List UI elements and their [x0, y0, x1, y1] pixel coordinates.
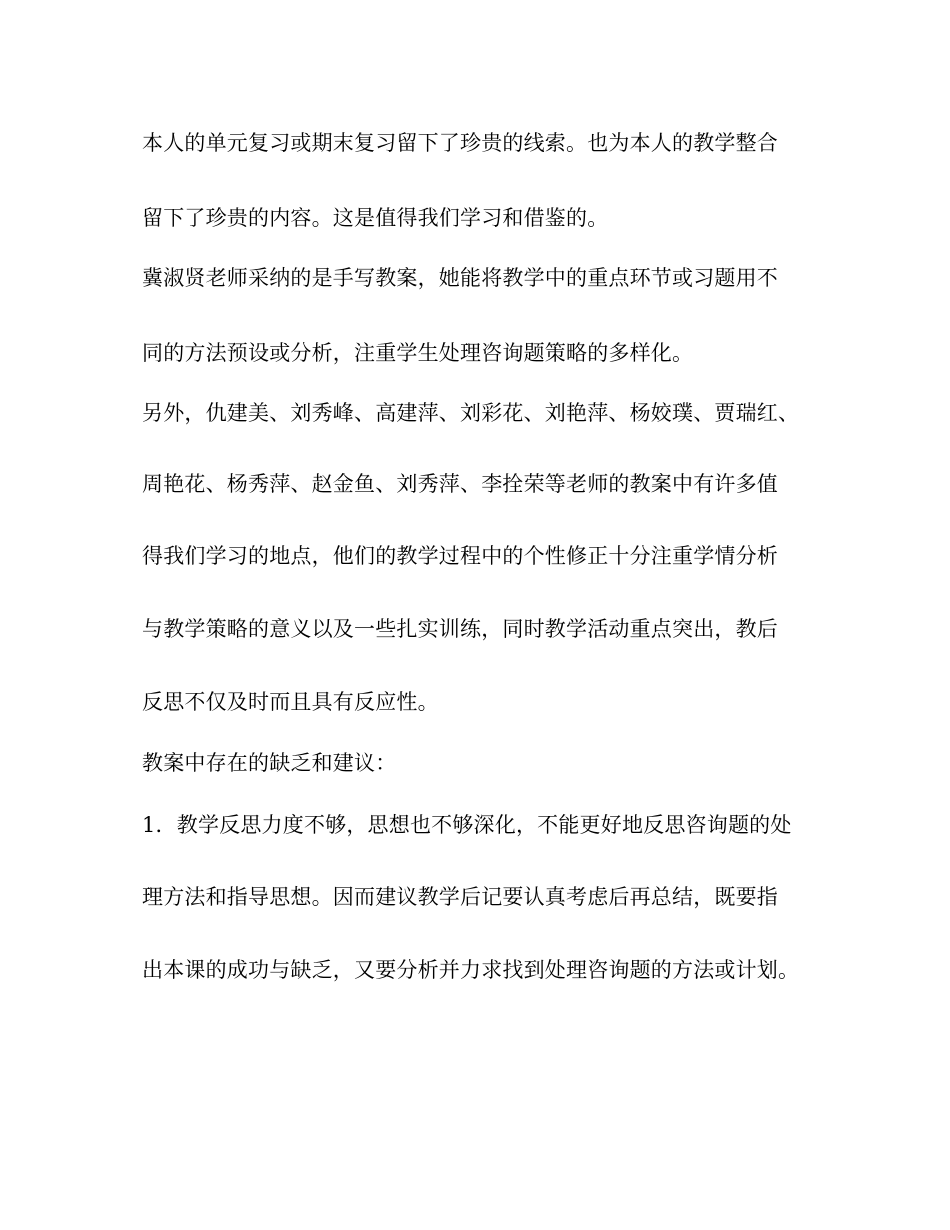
text-line-8: 与教学策略的意义以及一些扎实训练，同时教学活动重点突出，教后	[142, 617, 778, 641]
text-line-10: 教案中存在的缺乏和建议：	[142, 751, 397, 775]
text-line-11: 1．教学反思力度不够，思想也不够深化，不能更好地反思咨询题的处	[142, 813, 792, 837]
text-line-3: 冀淑贤老师采纳的是手写教案，她能将教学中的重点环节或习题用不	[142, 266, 778, 290]
text-line-7: 得我们学习的地点，他们的教学过程中的个性修正十分注重学情分析	[142, 544, 778, 568]
text-line-6: 周艳花、杨秀萍、赵金鱼、刘秀萍、李拴荣等老师的教案中有许多值	[142, 472, 778, 496]
text-line-4: 同的方法预设或分析，注重学生处理咨询题策略的多样化。	[142, 341, 694, 365]
text-line-1: 本人的单元复习或期末复习留下了珍贵的线索。也为本人的教学整合	[142, 131, 778, 155]
text-line-2: 留下了珍贵的内容。这是值得我们学习和借鉴的。	[142, 206, 609, 230]
text-line-9: 反思不仅及时而且具有反应性。	[142, 690, 439, 714]
text-line-12: 理方法和指导思想。因而建议教学后记要认真考虑后再总结，既要指	[142, 885, 778, 909]
text-line-5: 另外，仇建美、刘秀峰、高建萍、刘彩花、刘艳萍、杨姣璞、贾瑞红、	[142, 401, 800, 425]
text-line-13: 出本课的成功与缺乏，又要分析并力求找到处理咨询题的方法或计划。	[142, 958, 800, 982]
